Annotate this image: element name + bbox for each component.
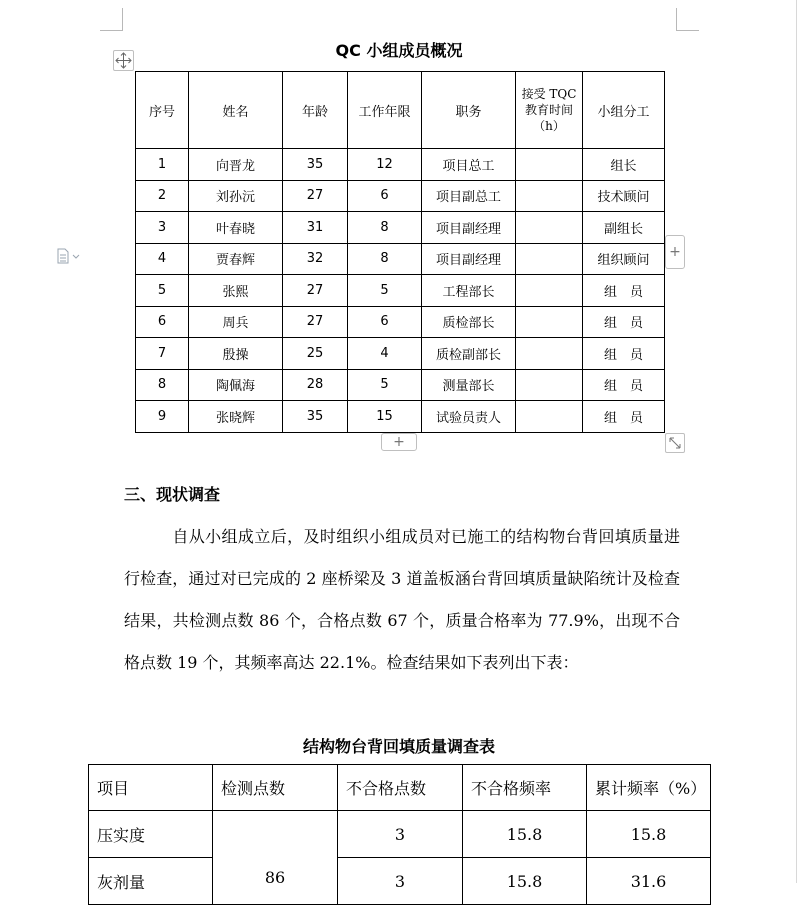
table-cell: 27 <box>283 275 348 307</box>
table-cell: 组 员 <box>583 338 665 370</box>
table-cell: 15.8 <box>463 858 587 905</box>
table-cell: 项目副经理 <box>422 243 516 275</box>
table-cell: 刘孙沅 <box>189 180 283 212</box>
table-cell <box>516 306 583 338</box>
column-header: 项目 <box>89 765 213 811</box>
table-cell: 35 <box>283 401 348 433</box>
table-cell: 张晓辉 <box>189 401 283 433</box>
table-cell: 殷操 <box>189 338 283 370</box>
table-cell: 张熙 <box>189 275 283 307</box>
table-cell: 12 <box>348 149 422 181</box>
table-cell: 8 <box>136 369 189 401</box>
quality-survey-table <box>88 764 711 905</box>
column-header: 检测点数 <box>213 765 338 811</box>
table-row <box>136 338 665 370</box>
body-paragraph <box>124 516 680 684</box>
table-cell: 15.8 <box>587 811 711 858</box>
page-corner-mark-top-left <box>100 8 123 31</box>
table-cell: 5 <box>348 275 422 307</box>
table-cell: 4 <box>348 338 422 370</box>
table-cell: 压实度 <box>89 811 213 858</box>
table-cell: 8 <box>348 212 422 244</box>
table-cell <box>516 338 583 370</box>
table-cell: 15 <box>348 401 422 433</box>
table-cell: 向晋龙 <box>189 149 283 181</box>
table-cell: 15.8 <box>463 811 587 858</box>
table-header-row <box>136 72 665 149</box>
table-row <box>136 275 665 307</box>
table-row <box>136 369 665 401</box>
table-cell <box>516 149 583 181</box>
table-cell: 贾春辉 <box>189 243 283 275</box>
table-cell: 副组长 <box>583 212 665 244</box>
table-row <box>89 811 711 858</box>
table-row <box>136 149 665 181</box>
table-cell: 组 员 <box>583 306 665 338</box>
table-cell: 叶春晓 <box>189 212 283 244</box>
table1-title: QC 小组成员概况 <box>335 41 463 60</box>
table-row <box>136 180 665 212</box>
table-cell: 35 <box>283 149 348 181</box>
table-cell: 质检部长 <box>422 306 516 338</box>
table-cell: 5 <box>136 275 189 307</box>
table-row <box>136 243 665 275</box>
column-header: 累计频率（%） <box>587 765 711 811</box>
table-cell: 技术顾问 <box>583 180 665 212</box>
table-cell: 试验员责人 <box>422 401 516 433</box>
column-header: 年龄 <box>283 72 348 149</box>
table-cell: 6 <box>136 306 189 338</box>
table-cell: 31.6 <box>587 858 711 905</box>
table-cell: 2 <box>136 180 189 212</box>
resize-icon[interactable] <box>665 433 685 453</box>
table-cell: 周兵 <box>189 306 283 338</box>
table-cell: 7 <box>136 338 189 370</box>
page-corner-mark-top-right <box>676 8 699 31</box>
paragraph-icon[interactable] <box>56 248 82 264</box>
table-cell: 组长 <box>583 149 665 181</box>
table-cell: 28 <box>283 369 348 401</box>
table-cell: 31 <box>283 212 348 244</box>
table-row <box>136 306 665 338</box>
table-cell: 3 <box>136 212 189 244</box>
column-header: 序号 <box>136 72 189 149</box>
column-header: 不合格频率 <box>463 765 587 811</box>
table-cell: 32 <box>283 243 348 275</box>
add-row-icon[interactable]: + <box>381 433 417 451</box>
table-cell <box>516 243 583 275</box>
team-members-table <box>135 71 665 433</box>
column-header: 不合格点数 <box>338 765 463 811</box>
column-header: 姓名 <box>189 72 283 149</box>
column-header: 接受 TQC 教育时间（h） <box>516 72 583 149</box>
table-cell: 8 <box>348 243 422 275</box>
table-cell <box>516 275 583 307</box>
table-row <box>136 401 665 433</box>
table-cell: 27 <box>283 180 348 212</box>
table-cell: 灰剂量 <box>89 858 213 905</box>
add-column-icon[interactable]: + <box>665 235 685 269</box>
table-cell <box>516 180 583 212</box>
table-cell: 3 <box>338 811 463 858</box>
table-cell <box>516 212 583 244</box>
table-cell: 测量部长 <box>422 369 516 401</box>
table-cell: 6 <box>348 180 422 212</box>
paragraph-text: 自从小组成立后，及时组织小组成员对已施工的结构物台背回填质量进行检查，通过对已完成的 2 座桥梁及 3 道盖板涵台背回填质量缺陷统计及检查结果，共检测点数 86 个，合格点数 67 个，质量合格率为 77.9%，出现不合格点数 19 个，其频率高达 22.1%。检查结果如下表列出下表： <box>124 527 680 672</box>
table-cell: 项目副总工 <box>422 180 516 212</box>
table-cell <box>516 369 583 401</box>
table-header-row <box>89 765 711 811</box>
column-header: 职务 <box>422 72 516 149</box>
table2-title: 结构物台背回填质量调查表 <box>302 737 495 756</box>
table-cell: 6 <box>348 306 422 338</box>
table-cell: 组织顾问 <box>583 243 665 275</box>
table-cell: 1 <box>136 149 189 181</box>
table-row <box>136 212 665 244</box>
table-cell: 陶佩海 <box>189 369 283 401</box>
table-cell: 项目总工 <box>422 149 516 181</box>
table-cell: 项目副经理 <box>422 212 516 244</box>
table-cell: 9 <box>136 401 189 433</box>
table-cell: 5 <box>348 369 422 401</box>
table-cell: 27 <box>283 306 348 338</box>
table-cell: 组 员 <box>583 401 665 433</box>
table-cell: 组 员 <box>583 369 665 401</box>
table-cell: 86 <box>213 811 338 905</box>
table-cell: 工程部长 <box>422 275 516 307</box>
table-cell: 3 <box>338 858 463 905</box>
table-cell <box>516 401 583 433</box>
table-cell: 25 <box>283 338 348 370</box>
table-row <box>89 858 711 905</box>
table-cell: 组 员 <box>583 275 665 307</box>
table-cell: 4 <box>136 243 189 275</box>
section-heading: 三、现状调查 <box>124 485 221 504</box>
column-header: 小组分工 <box>583 72 665 149</box>
table-cell: 质检副部长 <box>422 338 516 370</box>
column-header: 工作年限 <box>348 72 422 149</box>
